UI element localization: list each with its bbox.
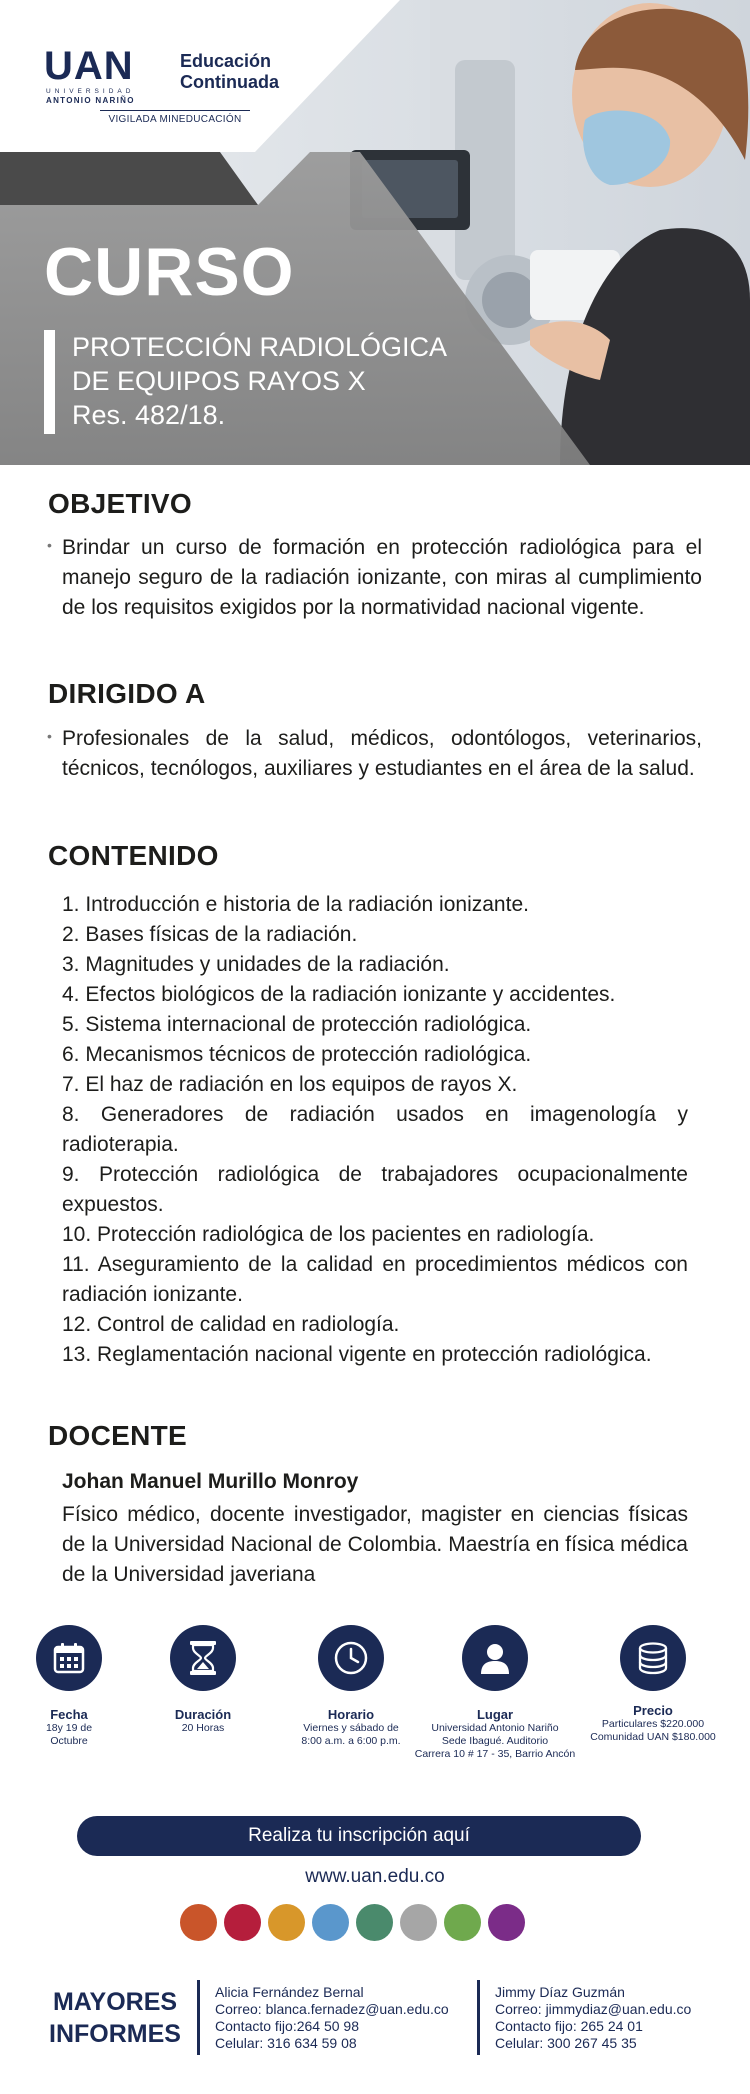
lugar-value: Sede Ibagué. Auditorio — [441, 1735, 549, 1747]
course-name-line2: DE EQUIPOS RAYOS X — [72, 366, 366, 396]
contact-mobile: Celular: 300 267 45 35 — [495, 2035, 637, 2051]
info-duracion — [128, 1625, 278, 1735]
list-item: 13. Reglamentación nacional vigente en protección radiológica. — [62, 1343, 652, 1366]
precio-label: Precio — [633, 1703, 673, 1718]
contenido-list — [62, 890, 688, 1370]
contact-name: Jimmy Díaz Guzmán — [495, 1984, 625, 2000]
brand-dot — [312, 1904, 349, 1941]
contact-phone: Contacto fijo:264 50 98 — [215, 2018, 359, 2034]
dirigido-text: Profesionales de la salud, médicos, odontólogos, veterinarios, técnicos, tecnólogos, auxiliares y estudiantes en el área de la salud. — [62, 727, 702, 780]
curso-title: CURSO — [44, 234, 295, 310]
info-lugar — [414, 1625, 576, 1761]
calendar-icon — [36, 1625, 102, 1691]
lugar-value: Universidad Antonio Nariño — [431, 1722, 559, 1734]
brand-dot — [224, 1904, 261, 1941]
duracion-label: Duración — [174, 1707, 232, 1722]
info-precio — [578, 1625, 728, 1744]
objetivo-heading: OBJETIVO — [48, 488, 192, 519]
list-item: 10. Protección radiológica de los pacientes en radiología. — [62, 1223, 595, 1246]
docente-heading: DOCENTE — [48, 1420, 187, 1451]
course-name — [72, 330, 492, 432]
list-item: 7. El haz de radiación en los equipos de rayos X. — [62, 1073, 518, 1096]
precio-value: Particulares $220.000 — [601, 1718, 705, 1730]
footer-divider — [477, 1980, 480, 2055]
lugar-label: Lugar — [476, 1707, 514, 1722]
contact-name: Alicia Fernández Bernal — [215, 1984, 364, 2000]
brand-dot — [180, 1904, 217, 1941]
fecha-value: 18y 19 de — [45, 1722, 93, 1734]
list-item: 11. Aseguramiento de la calidad en procedimientos médicos con radiación ionizante. — [62, 1253, 688, 1306]
lugar-value: Carrera 10 # 17 - 35, Barrio Ancón — [414, 1748, 576, 1760]
website-link[interactable]: www.uan.edu.co — [305, 1866, 445, 1887]
contact-jimmy — [495, 1984, 691, 2052]
list-item: 8. Generadores de radiación usados en imagenología y radioterapia. — [62, 1103, 688, 1156]
dirigido-heading: DIRIGIDO A — [48, 678, 206, 709]
fecha-value: Octubre — [50, 1735, 88, 1747]
logo-antonio-narino-text: ANTONIO NARIÑO — [46, 96, 135, 105]
list-item: 5. Sistema internacional de protección radiológica. — [62, 1013, 532, 1036]
inscripcion-button[interactable]: Realiza tu inscripción aquí — [77, 1816, 641, 1856]
horario-label: Horario — [327, 1707, 375, 1722]
bullet-icon: • — [47, 728, 52, 744]
brand-dot — [444, 1904, 481, 1941]
person-icon — [462, 1625, 528, 1691]
bullet-icon: • — [47, 537, 52, 553]
docente-description: Físico médico, docente investigador, magister en ciencias físicas de la Universidad Nacional de Colombia. Maestría en física médica de la Universidad javeriana — [62, 1503, 688, 1586]
course-name-line1: PROTECCIÓN RADIOLÓGICA — [72, 332, 448, 362]
educacion-text: Educación — [180, 51, 272, 71]
fecha-label: Fecha — [50, 1707, 88, 1722]
clock-icon — [318, 1625, 384, 1691]
list-item: 2. Bases físicas de la radiación. — [62, 923, 358, 946]
info-fecha — [0, 1625, 144, 1748]
brand-dot — [400, 1904, 437, 1941]
precio-value: Comunidad UAN $180.000 — [590, 1731, 716, 1743]
educacion-continuada — [180, 51, 290, 93]
brand-dot — [268, 1904, 305, 1941]
list-item: 6. Mecanismos técnicos de protección radiológica. — [62, 1043, 532, 1066]
list-item: 9. Protección radiológica de trabajadores ocupacionalmente expuestos. — [62, 1163, 688, 1216]
brand-dot — [356, 1904, 393, 1941]
vigilada-mineducacion: VIGILADA MINEDUCACIÓN — [100, 110, 250, 125]
contenido-heading: CONTENIDO — [48, 840, 219, 871]
header-banner — [0, 0, 750, 465]
brand-color-dots — [180, 1904, 520, 1942]
info-horario — [276, 1625, 426, 1748]
contact-phone: Contacto fijo: 265 24 01 — [495, 2018, 643, 2034]
list-item: 4. Efectos biológicos de la radiación ionizante y accidentes. — [62, 983, 616, 1006]
horario-value: 8:00 a.m. a 6:00 p.m. — [301, 1735, 401, 1747]
logo-universidad-text: UNIVERSIDAD — [46, 88, 135, 95]
informes-text: INFORMES — [49, 2020, 181, 2048]
contact-email[interactable]: Correo: jimmydiaz@uan.edu.co — [495, 2001, 692, 2017]
mayores-informes — [40, 1986, 190, 2050]
contact-email[interactable]: Correo: blanca.fernadez@uan.edu.co — [215, 2001, 449, 2017]
brand-dot — [488, 1904, 525, 1941]
list-item: 1. Introducción e historia de la radiación ionizante. — [62, 893, 529, 916]
mayores-text: MAYORES — [52, 1988, 178, 2016]
objetivo-text: Brindar un curso de formación en protección radiológica para el manejo seguro de la radiación ionizante, con miras al cumplimiento de los requisitos exigidos por la normatividad nacional vigente. — [62, 536, 702, 619]
course-resolution: Res. 482/18. — [72, 400, 226, 430]
contact-alicia — [215, 1984, 449, 2052]
docente-name: Johan Manuel Murillo Monroy — [62, 1470, 359, 1493]
coins-icon — [620, 1625, 686, 1691]
title-accent-bar — [44, 330, 55, 434]
logo-uan-text: UAN — [44, 44, 134, 88]
continuada-text: Continuada — [180, 72, 279, 92]
list-item: 12. Control de calidad en radiología. — [62, 1313, 400, 1336]
contact-mobile: Celular: 316 634 59 08 — [215, 2035, 357, 2051]
hourglass-icon — [170, 1625, 236, 1691]
horario-value: Viernes y sábado de — [303, 1722, 399, 1734]
footer-divider — [197, 1980, 200, 2055]
duracion-value: 20 Horas — [181, 1722, 225, 1734]
list-item: 3. Magnitudes y unidades de la radiación. — [62, 953, 450, 976]
